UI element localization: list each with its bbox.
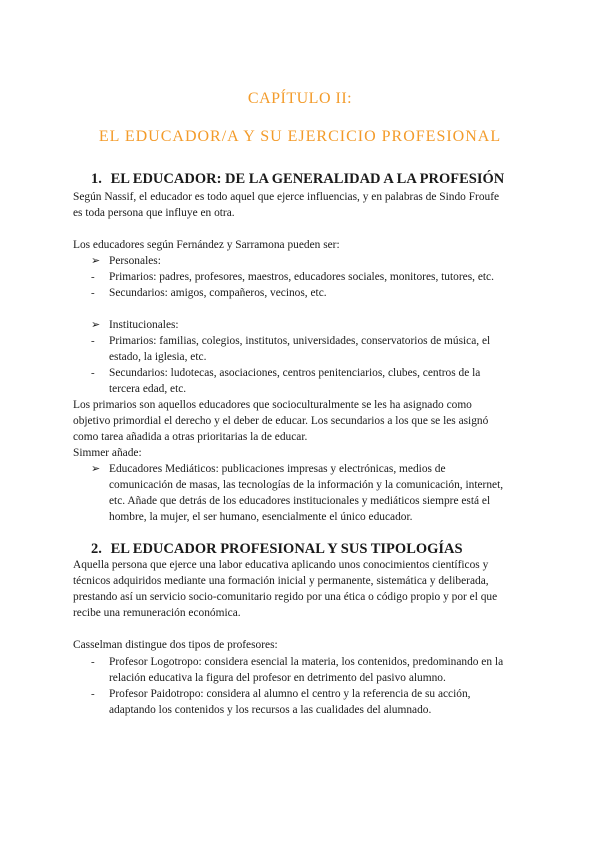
types-intro [73,238,533,254]
list-item-text: comunicación de masas, las tecnologías de la información y la comunicación, internet, [109,478,504,491]
paragraph-line: Los primarios son aquellos educadores que socioculturalmente se les ha asignado como [73,399,472,411]
list-item-text: Primarios: familias, colegios, institutos, universidades, conservatorios de música, el [109,335,491,347]
paragraph-line: prestando así un servicio socio-comunitario regido por una ética o código propio y por el que [73,590,498,603]
dash-bullet: - [91,688,95,700]
arrow-bullet-icon: ➢ [91,255,101,267]
section-1-intro [73,190,533,222]
arrow-bullet-icon: ➢ [91,463,101,475]
list-item-text: etc. Añade que detrás de los educadores institucionales y mediáticos siempre está el [109,494,491,507]
paragraph-line: técnicos adquiridos mediante una formación inicial y permanente, sistemática y deliberada, [73,574,489,587]
paragraph-line: Los educadores según Fernández y Sarramona pueden ser: [73,239,340,251]
arrow-bullet-icon: ➢ [91,319,101,331]
paragraph-line: recibe una remuneración económica. [73,606,241,619]
section-2-definition [73,558,533,622]
dash-bullet: - [91,287,95,299]
section-1-heading [91,171,504,188]
list-item-text: Secundarios: ludotecas, asociaciones, centros penitenciarios, clubes, centros de la [109,367,481,379]
dash-bullet: - [91,271,95,283]
list-item-text: tercera edad, etc. [109,382,187,395]
paragraph-line: Según Nassif, el educador es todo aquel que ejerce influencias, y en palabras de Sindo Froufe [73,191,500,203]
section-2-heading-text: EL EDUCADOR PROFESIONAL Y SUS TIPOLOGÍAS [110,541,463,557]
dash-bullet: - [91,367,95,379]
section-2-number: 2. [91,541,102,557]
paragraph-line: es toda persona que influye en otra. [73,206,235,219]
list-item-text: adaptando los contenidos y los recursos a las cualidades del alumnado. [109,703,432,716]
chapter-title: EL EDUCADOR/A Y SU EJERCICIO PROFESIONAL [98,128,502,145]
group-label: Institucionales: [109,319,179,331]
dash-bullet: - [91,335,95,347]
paragraph-line: objetivo primordial el derecho y el deber de educar. Los secundarios a los que se les asignó [73,414,489,427]
paragraph-line: Simmer añade: [73,446,142,459]
dash-bullet: - [91,656,95,668]
list-item-text: hombre, la mujer, el ser humano, esencialmente el único educador. [109,510,413,523]
list-item-text: relación educativa la figura del profesor en detrimento del pasivo alumno. [109,671,446,684]
paragraph-line: Aquella persona que ejerce una labor educativa aplicando unos conocimientos científicos y [73,559,489,571]
paragraph-line: como tarea añadida a otras prioritarias la de educar. [73,430,308,443]
primarios-explanation [73,398,533,462]
section-1-heading-text: EL EDUCADOR: DE LA GENERALIDAD A LA PROFESIÓN [110,171,505,187]
list-item-text: Profesor Logotropo: considera esencial la materia, los contenidos, predominando en la [109,656,504,668]
paragraph-line: Casselman distingue dos tipos de profesores: [73,639,278,651]
group-label: Personales: [109,255,161,267]
list-item-text: Profesor Paidotropo: considera al alumno el centro y la referencia de su acción, [109,688,471,700]
list-item-text: Secundarios: amigos, compañeros, vecinos, etc. [109,287,327,299]
section-2-heading [91,541,463,558]
list-item-text: Primarios: padres, profesores, maestros, educadores sociales, monitores, tutores, etc. [109,271,494,283]
list-item-text: Educadores Mediáticos: publicaciones impresas y electrónicas, medios de [109,463,446,475]
casselman-intro [73,638,533,654]
list-item-text: estado, la iglesia, etc. [109,350,207,363]
section-1-number: 1. [91,171,102,187]
chapter-label: CAPÍTULO II: [247,90,353,107]
